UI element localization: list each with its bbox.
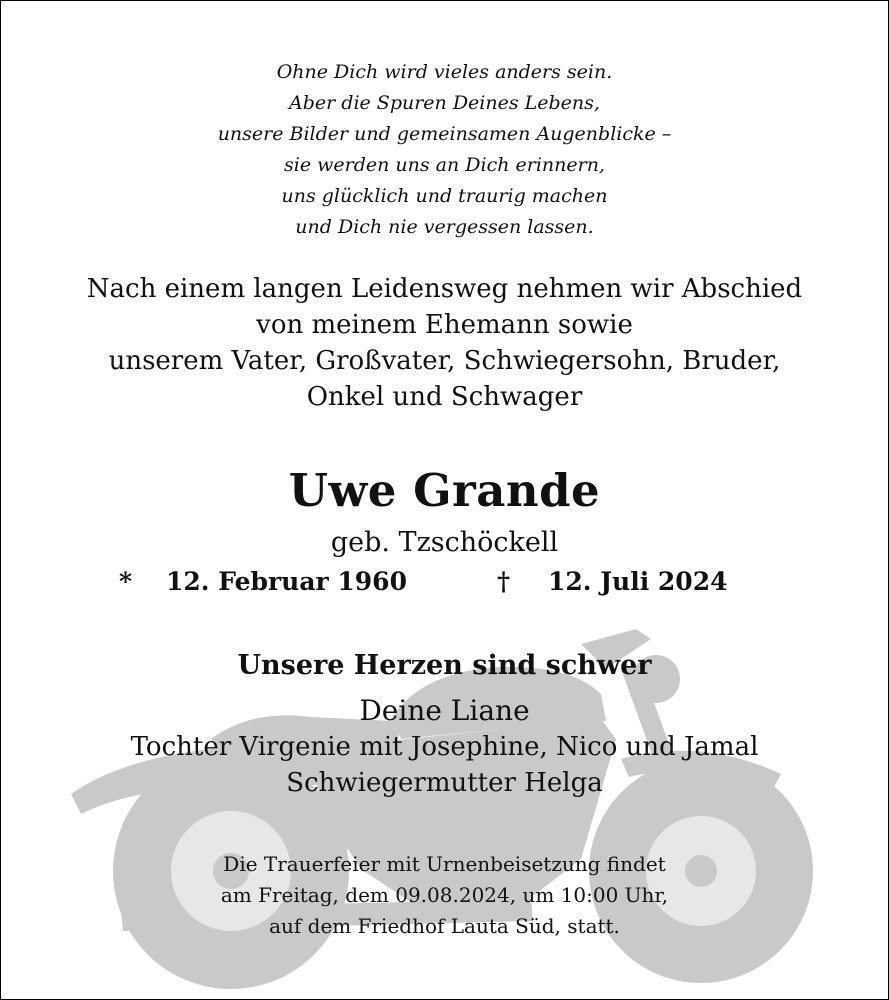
mourner-line: Tochter Virgenie mit Josephine, Nico und Jamal (130, 732, 759, 762)
poem-line: Aber die Spuren Deines Lebens, (289, 92, 600, 114)
poem-line: unsere Bilder und gemeinsamen Augenblicke – (217, 123, 672, 145)
life-dates (1, 563, 888, 603)
deceased-name: Uwe Grande (288, 464, 601, 517)
poem-line: sie werden uns an Dich erinnern, (284, 154, 605, 176)
ceremony-line: am Freitag, dem 09.08.2024, um 10:00 Uhr, (220, 883, 669, 907)
mourners-headline: Unsere Herzen sind schwer (237, 650, 652, 681)
birth-name: geb. Tzschöckell (330, 527, 559, 558)
ceremony-line: auf dem Friedhof Lauta Süd, statt. (269, 914, 620, 938)
mourner-line: Schwiegermutter Helga (286, 768, 603, 798)
intro-line: Nach einem langen Leidensweg nehmen wir Abschied (86, 274, 803, 304)
mourner-line: Deine Liane (359, 694, 530, 727)
ceremony-line: Die Trauerfeier mit Urnenbeisetzung findet (223, 852, 666, 876)
farewell-intro (1, 271, 888, 415)
intro-line: von meinem Ehemann sowie (256, 310, 633, 340)
mourners-list (1, 693, 888, 801)
ceremony-info (1, 849, 888, 942)
intro-line: unserem Vater, Großvater, Schwiegersohn, Bruder, (108, 346, 781, 376)
death-cross-icon: † (497, 567, 511, 596)
poem-line: und Dich nie vergessen lassen. (295, 216, 594, 238)
birth-date: 12. Februar 1960 (166, 567, 407, 596)
birth-symbol: * (119, 567, 133, 596)
poem-line: uns glücklich und traurig machen (281, 185, 608, 207)
death-date: 12. Juli 2024 (548, 567, 728, 596)
poem-line: Ohne Dich wird vieles anders sein. (276, 61, 613, 83)
poem (1, 57, 888, 243)
intro-line: Onkel und Schwager (306, 382, 583, 412)
